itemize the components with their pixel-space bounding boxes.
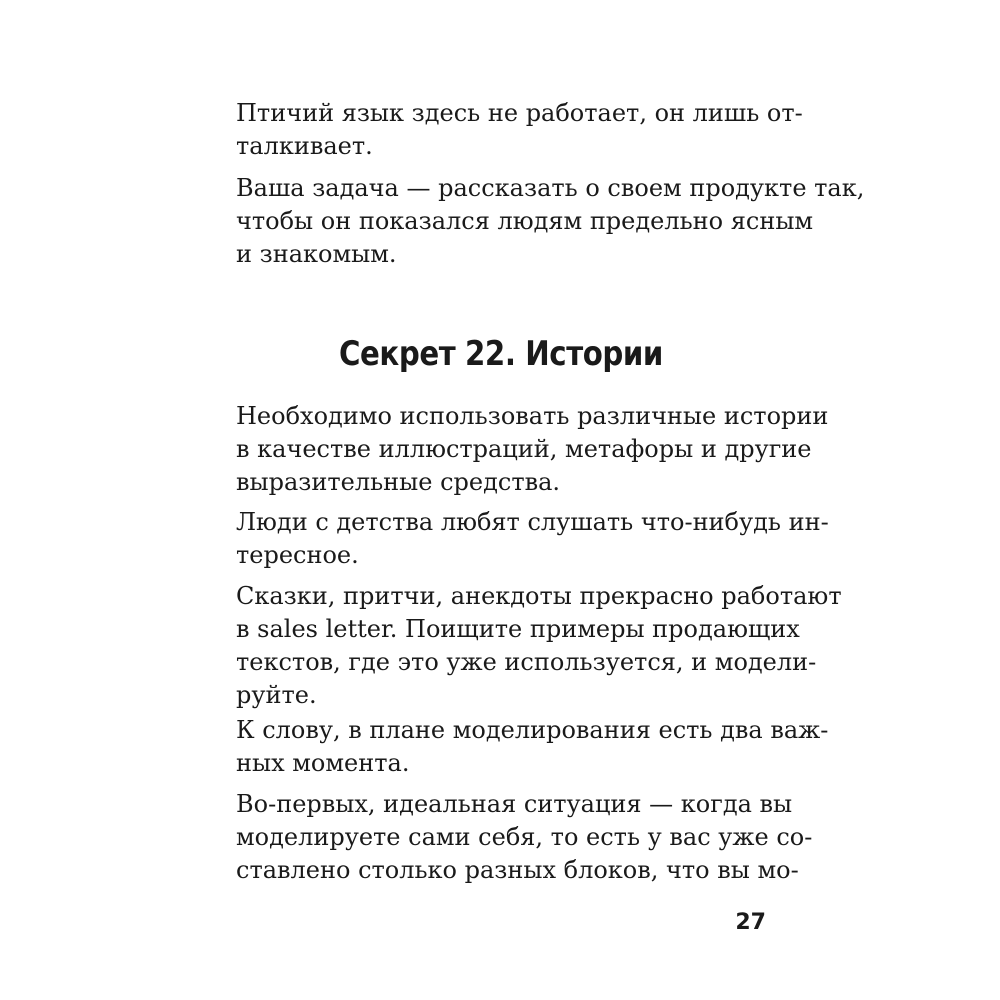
- paragraph: [236, 506, 829, 572]
- paragraph: [236, 97, 803, 163]
- text-line: талкивает.: [236, 132, 373, 160]
- text-line: Необходимо использовать различные истории: [236, 402, 829, 430]
- paragraph: [236, 788, 813, 887]
- section-heading: Секрет 22. Истории: [338, 334, 664, 374]
- text-line: Птичий язык здесь не работает, он лишь от-: [236, 99, 803, 127]
- text-line: ставлено столько разных блоков, что вы мо-: [236, 856, 799, 884]
- paragraph: [236, 714, 829, 780]
- text-line: выразительные средства.: [236, 468, 561, 496]
- page-number: 27: [735, 910, 766, 935]
- text-line: и знакомым.: [236, 240, 397, 268]
- text-line: К слову, в плане моделирования есть два важ-: [236, 716, 829, 744]
- text-line: Во-первых, идеальная ситуация — когда вы: [236, 790, 793, 818]
- text-line: в sales letter. Поищите примеры продающих: [236, 615, 800, 643]
- text-line: текстов, где это уже используется, и модели-: [236, 648, 817, 676]
- text-line: руйте.: [236, 681, 317, 709]
- text-line: тересное.: [236, 541, 359, 569]
- text-line: моделируете сами себя, то есть у вас уже со-: [236, 823, 813, 851]
- text-line: ных момента.: [236, 749, 410, 777]
- paragraph: [236, 400, 829, 499]
- text-line: Ваша задача — рассказать о своем продукте так,: [236, 174, 865, 202]
- paragraph: [236, 172, 865, 271]
- text-line: Сказки, притчи, анекдоты прекрасно работают: [236, 582, 842, 610]
- paragraph: [236, 580, 842, 712]
- text-line: чтобы он показался людям предельно ясным: [236, 207, 814, 235]
- text-line: Люди с детства любят слушать что-нибудь ин-: [236, 508, 829, 536]
- text-line: в качестве иллюстраций, метафоры и другие: [236, 435, 812, 463]
